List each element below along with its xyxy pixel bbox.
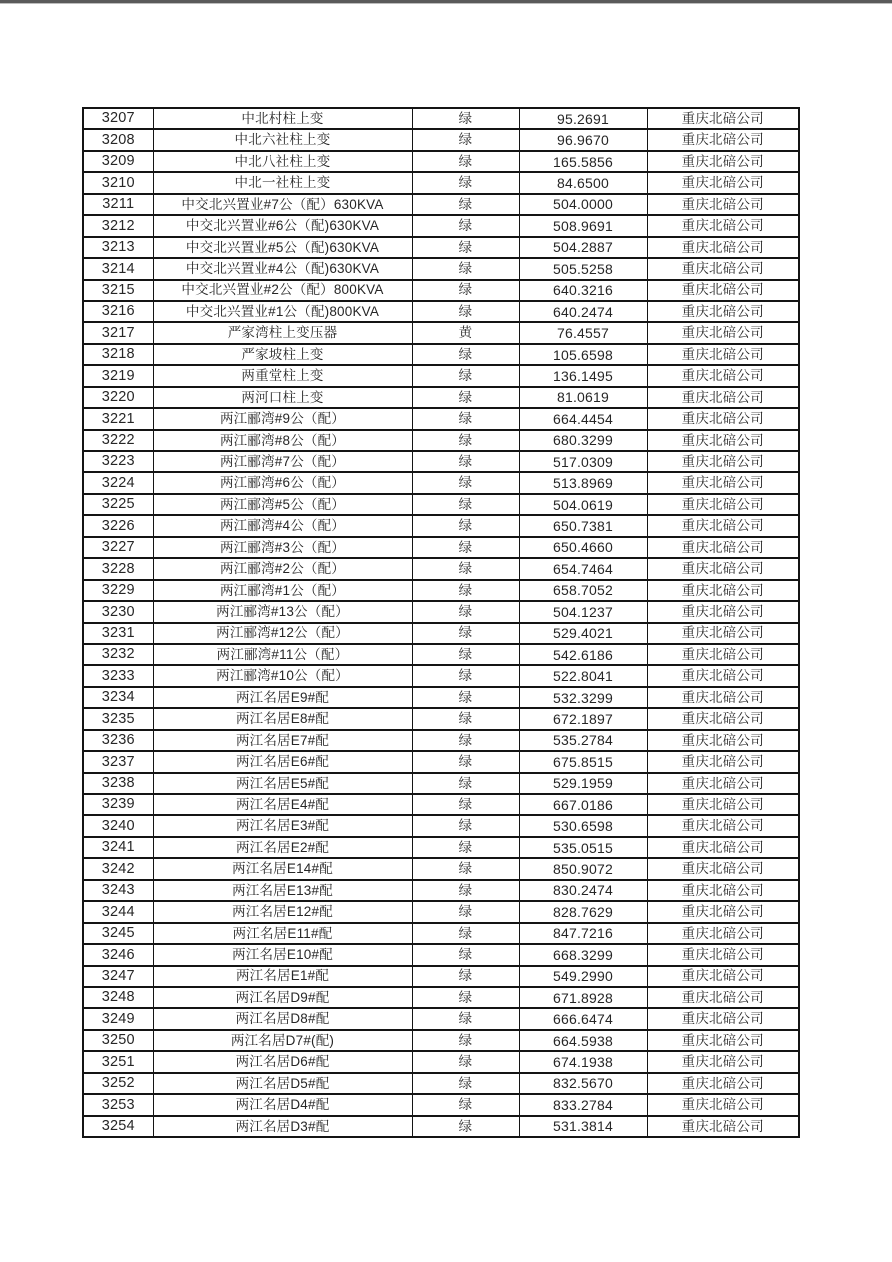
cell-id: 3248 bbox=[83, 987, 153, 1008]
cell-value: 531.3814 bbox=[519, 1116, 647, 1137]
cell-company: 重庆北碚公司 bbox=[647, 537, 799, 558]
cell-status: 绿 bbox=[412, 1094, 519, 1115]
cell-company: 重庆北碚公司 bbox=[647, 687, 799, 708]
cell-id: 3241 bbox=[83, 837, 153, 858]
cell-name: 中交北兴置业#6公（配)630KVA bbox=[153, 215, 412, 236]
cell-id: 3234 bbox=[83, 687, 153, 708]
table-row bbox=[83, 644, 799, 665]
cell-name: 两江名居E11#配 bbox=[153, 923, 412, 944]
cell-company: 重庆北碚公司 bbox=[647, 708, 799, 729]
cell-id: 3252 bbox=[83, 1073, 153, 1094]
cell-value: 136.1495 bbox=[519, 365, 647, 386]
cell-name: 中交北兴置业#5公（配)630KVA bbox=[153, 237, 412, 258]
table-row bbox=[83, 194, 799, 215]
cell-name: 两江名居E1#配 bbox=[153, 966, 412, 987]
cell-company: 重庆北碚公司 bbox=[647, 601, 799, 622]
table-row bbox=[83, 1030, 799, 1051]
cell-company: 重庆北碚公司 bbox=[647, 258, 799, 279]
cell-id: 3253 bbox=[83, 1094, 153, 1115]
cell-company: 重庆北碚公司 bbox=[647, 923, 799, 944]
table-row bbox=[83, 923, 799, 944]
cell-value: 504.2887 bbox=[519, 237, 647, 258]
cell-company: 重庆北碚公司 bbox=[647, 129, 799, 150]
cell-company: 重庆北碚公司 bbox=[647, 858, 799, 879]
cell-value: 76.4557 bbox=[519, 322, 647, 343]
cell-company: 重庆北碚公司 bbox=[647, 172, 799, 193]
cell-status: 绿 bbox=[412, 944, 519, 965]
cell-id: 3213 bbox=[83, 237, 153, 258]
table-row bbox=[83, 237, 799, 258]
cell-name: 两江郦湾#2公（配） bbox=[153, 558, 412, 579]
cell-id: 3219 bbox=[83, 365, 153, 386]
cell-value: 654.7464 bbox=[519, 558, 647, 579]
cell-value: 833.2784 bbox=[519, 1094, 647, 1115]
cell-name: 两江名居E4#配 bbox=[153, 794, 412, 815]
cell-company: 重庆北碚公司 bbox=[647, 365, 799, 386]
cell-name: 两江名居E6#配 bbox=[153, 751, 412, 772]
cell-value: 549.2990 bbox=[519, 966, 647, 987]
cell-id: 3246 bbox=[83, 944, 153, 965]
cell-id: 3211 bbox=[83, 194, 153, 215]
cell-id: 3233 bbox=[83, 665, 153, 686]
cell-value: 504.0619 bbox=[519, 494, 647, 515]
cell-id: 3226 bbox=[83, 515, 153, 536]
cell-company: 重庆北碚公司 bbox=[647, 1094, 799, 1115]
cell-name: 两河口柱上变 bbox=[153, 387, 412, 408]
cell-company: 重庆北碚公司 bbox=[647, 815, 799, 836]
cell-name: 严家湾柱上变压器 bbox=[153, 322, 412, 343]
cell-id: 3223 bbox=[83, 451, 153, 472]
cell-name: 中北村柱上变 bbox=[153, 108, 412, 129]
cell-value: 850.9072 bbox=[519, 858, 647, 879]
cell-value: 672.1897 bbox=[519, 708, 647, 729]
cell-name: 两江名居E13#配 bbox=[153, 880, 412, 901]
cell-status: 绿 bbox=[412, 901, 519, 922]
cell-name: 两江名居E8#配 bbox=[153, 708, 412, 729]
cell-status: 绿 bbox=[412, 1030, 519, 1051]
cell-company: 重庆北碚公司 bbox=[647, 1073, 799, 1094]
table-row bbox=[83, 108, 799, 129]
cell-status: 绿 bbox=[412, 1116, 519, 1137]
cell-id: 3242 bbox=[83, 858, 153, 879]
cell-value: 658.7052 bbox=[519, 580, 647, 601]
cell-company: 重庆北碚公司 bbox=[647, 966, 799, 987]
cell-name: 中北一社柱上变 bbox=[153, 172, 412, 193]
cell-id: 3229 bbox=[83, 580, 153, 601]
cell-value: 542.6186 bbox=[519, 644, 647, 665]
cell-id: 3240 bbox=[83, 815, 153, 836]
cell-id: 3245 bbox=[83, 923, 153, 944]
table-row bbox=[83, 322, 799, 343]
cell-name: 两江郦湾#4公（配） bbox=[153, 515, 412, 536]
cell-company: 重庆北碚公司 bbox=[647, 301, 799, 322]
cell-status: 绿 bbox=[412, 194, 519, 215]
cell-company: 重庆北碚公司 bbox=[647, 387, 799, 408]
cell-value: 830.2474 bbox=[519, 880, 647, 901]
cell-name: 两重堂柱上变 bbox=[153, 365, 412, 386]
cell-value: 828.7629 bbox=[519, 901, 647, 922]
cell-value: 671.8928 bbox=[519, 987, 647, 1008]
cell-value: 666.6474 bbox=[519, 1008, 647, 1029]
table-row bbox=[83, 665, 799, 686]
table-row bbox=[83, 472, 799, 493]
cell-status: 绿 bbox=[412, 794, 519, 815]
table-row bbox=[83, 1051, 799, 1072]
cell-status: 绿 bbox=[412, 344, 519, 365]
cell-status: 绿 bbox=[412, 365, 519, 386]
cell-name: 两江名居E2#配 bbox=[153, 837, 412, 858]
cell-name: 两江郦湾#10公（配） bbox=[153, 665, 412, 686]
cell-status: 绿 bbox=[412, 280, 519, 301]
cell-value: 105.6598 bbox=[519, 344, 647, 365]
cell-id: 3230 bbox=[83, 601, 153, 622]
cell-status: 绿 bbox=[412, 430, 519, 451]
table-row bbox=[83, 1073, 799, 1094]
cell-company: 重庆北碚公司 bbox=[647, 751, 799, 772]
cell-company: 重庆北碚公司 bbox=[647, 151, 799, 172]
cell-status: 绿 bbox=[412, 258, 519, 279]
cell-company: 重庆北碚公司 bbox=[647, 880, 799, 901]
cell-status: 绿 bbox=[412, 558, 519, 579]
table-row bbox=[83, 1116, 799, 1137]
cell-company: 重庆北碚公司 bbox=[647, 494, 799, 515]
cell-company: 重庆北碚公司 bbox=[647, 194, 799, 215]
cell-company: 重庆北碚公司 bbox=[647, 944, 799, 965]
table-row bbox=[83, 151, 799, 172]
cell-status: 绿 bbox=[412, 837, 519, 858]
cell-company: 重庆北碚公司 bbox=[647, 1008, 799, 1029]
table-row bbox=[83, 858, 799, 879]
cell-status: 绿 bbox=[412, 923, 519, 944]
cell-status: 绿 bbox=[412, 730, 519, 751]
table-row bbox=[83, 730, 799, 751]
cell-value: 650.7381 bbox=[519, 515, 647, 536]
cell-value: 529.4021 bbox=[519, 623, 647, 644]
cell-company: 重庆北碚公司 bbox=[647, 408, 799, 429]
table-row bbox=[83, 815, 799, 836]
cell-company: 重庆北碚公司 bbox=[647, 580, 799, 601]
cell-name: 两江郦湾#6公（配） bbox=[153, 472, 412, 493]
table-row bbox=[83, 558, 799, 579]
cell-id: 3238 bbox=[83, 773, 153, 794]
cell-id: 3235 bbox=[83, 708, 153, 729]
cell-name: 中交北兴置业#2公（配）800KVA bbox=[153, 280, 412, 301]
cell-status: 绿 bbox=[412, 1051, 519, 1072]
cell-company: 重庆北碚公司 bbox=[647, 451, 799, 472]
cell-value: 847.7216 bbox=[519, 923, 647, 944]
cell-status: 绿 bbox=[412, 1008, 519, 1029]
cell-value: 504.0000 bbox=[519, 194, 647, 215]
cell-name: 两江郦湾#7公（配） bbox=[153, 451, 412, 472]
cell-value: 664.5938 bbox=[519, 1030, 647, 1051]
cell-value: 668.3299 bbox=[519, 944, 647, 965]
table-row bbox=[83, 215, 799, 236]
cell-value: 84.6500 bbox=[519, 172, 647, 193]
cell-value: 650.4660 bbox=[519, 537, 647, 558]
cell-id: 3224 bbox=[83, 472, 153, 493]
table-row bbox=[83, 837, 799, 858]
cell-value: 832.5670 bbox=[519, 1073, 647, 1094]
cell-company: 重庆北碚公司 bbox=[647, 430, 799, 451]
cell-company: 重庆北碚公司 bbox=[647, 987, 799, 1008]
table-row bbox=[83, 301, 799, 322]
cell-company: 重庆北碚公司 bbox=[647, 558, 799, 579]
cell-company: 重庆北碚公司 bbox=[647, 237, 799, 258]
table-row bbox=[83, 901, 799, 922]
cell-value: 532.3299 bbox=[519, 687, 647, 708]
cell-status: 黄 bbox=[412, 322, 519, 343]
cell-value: 517.0309 bbox=[519, 451, 647, 472]
table-row bbox=[83, 280, 799, 301]
cell-company: 重庆北碚公司 bbox=[647, 344, 799, 365]
cell-company: 重庆北碚公司 bbox=[647, 515, 799, 536]
cell-value: 529.1959 bbox=[519, 773, 647, 794]
cell-status: 绿 bbox=[412, 237, 519, 258]
table-row bbox=[83, 365, 799, 386]
cell-status: 绿 bbox=[412, 708, 519, 729]
table-row bbox=[83, 430, 799, 451]
cell-company: 重庆北碚公司 bbox=[647, 280, 799, 301]
table-row bbox=[83, 494, 799, 515]
table-row bbox=[83, 451, 799, 472]
cell-status: 绿 bbox=[412, 172, 519, 193]
cell-status: 绿 bbox=[412, 751, 519, 772]
cell-status: 绿 bbox=[412, 108, 519, 129]
cell-status: 绿 bbox=[412, 687, 519, 708]
cell-value: 667.0186 bbox=[519, 794, 647, 815]
cell-status: 绿 bbox=[412, 580, 519, 601]
cell-company: 重庆北碚公司 bbox=[647, 837, 799, 858]
cell-company: 重庆北碚公司 bbox=[647, 108, 799, 129]
cell-value: 530.6598 bbox=[519, 815, 647, 836]
cell-company: 重庆北碚公司 bbox=[647, 901, 799, 922]
cell-status: 绿 bbox=[412, 644, 519, 665]
cell-name: 两江郦湾#1公（配） bbox=[153, 580, 412, 601]
cell-id: 3249 bbox=[83, 1008, 153, 1029]
cell-name: 中交北兴置业#7公（配）630KVA bbox=[153, 194, 412, 215]
cell-status: 绿 bbox=[412, 151, 519, 172]
cell-id: 3212 bbox=[83, 215, 153, 236]
table-row bbox=[83, 987, 799, 1008]
cell-company: 重庆北碚公司 bbox=[647, 215, 799, 236]
table-row bbox=[83, 580, 799, 601]
cell-company: 重庆北碚公司 bbox=[647, 623, 799, 644]
cell-status: 绿 bbox=[412, 451, 519, 472]
cell-name: 两江名居E14#配 bbox=[153, 858, 412, 879]
table-row bbox=[83, 687, 799, 708]
cell-value: 674.1938 bbox=[519, 1051, 647, 1072]
cell-name: 两江郦湾#8公（配） bbox=[153, 430, 412, 451]
table-row bbox=[83, 944, 799, 965]
table-row bbox=[83, 880, 799, 901]
table-row bbox=[83, 172, 799, 193]
cell-name: 两江名居E3#配 bbox=[153, 815, 412, 836]
cell-id: 3218 bbox=[83, 344, 153, 365]
cell-company: 重庆北碚公司 bbox=[647, 730, 799, 751]
cell-status: 绿 bbox=[412, 494, 519, 515]
cell-status: 绿 bbox=[412, 129, 519, 150]
cell-status: 绿 bbox=[412, 966, 519, 987]
table-row bbox=[83, 387, 799, 408]
table-row bbox=[83, 515, 799, 536]
cell-id: 3254 bbox=[83, 1116, 153, 1137]
cell-name: 两江名居E10#配 bbox=[153, 944, 412, 965]
cell-name: 两江名居D6#配 bbox=[153, 1051, 412, 1072]
cell-status: 绿 bbox=[412, 880, 519, 901]
cell-company: 重庆北碚公司 bbox=[647, 1030, 799, 1051]
cell-name: 中北六社柱上变 bbox=[153, 129, 412, 150]
table-row bbox=[83, 1008, 799, 1029]
cell-status: 绿 bbox=[412, 623, 519, 644]
cell-status: 绿 bbox=[412, 537, 519, 558]
cell-value: 640.3216 bbox=[519, 280, 647, 301]
cell-id: 3250 bbox=[83, 1030, 153, 1051]
cell-value: 95.2691 bbox=[519, 108, 647, 129]
table-row bbox=[83, 344, 799, 365]
data-table bbox=[82, 107, 800, 1138]
cell-id: 3215 bbox=[83, 280, 153, 301]
cell-id: 3237 bbox=[83, 751, 153, 772]
cell-status: 绿 bbox=[412, 515, 519, 536]
cell-id: 3232 bbox=[83, 644, 153, 665]
cell-company: 重庆北碚公司 bbox=[647, 644, 799, 665]
cell-id: 3251 bbox=[83, 1051, 153, 1072]
cell-status: 绿 bbox=[412, 215, 519, 236]
cell-name: 两江名居E9#配 bbox=[153, 687, 412, 708]
cell-id: 3239 bbox=[83, 794, 153, 815]
cell-value: 535.0515 bbox=[519, 837, 647, 858]
cell-name: 两江名居E12#配 bbox=[153, 901, 412, 922]
cell-id: 3216 bbox=[83, 301, 153, 322]
cell-name: 两江名居E7#配 bbox=[153, 730, 412, 751]
cell-id: 3231 bbox=[83, 623, 153, 644]
cell-company: 重庆北碚公司 bbox=[647, 472, 799, 493]
cell-status: 绿 bbox=[412, 301, 519, 322]
cell-id: 3247 bbox=[83, 966, 153, 987]
table-row bbox=[83, 623, 799, 644]
cell-id: 3227 bbox=[83, 537, 153, 558]
cell-value: 680.3299 bbox=[519, 430, 647, 451]
table-row bbox=[83, 751, 799, 772]
cell-id: 3208 bbox=[83, 129, 153, 150]
window-top-edge bbox=[0, 0, 892, 4]
cell-status: 绿 bbox=[412, 987, 519, 1008]
cell-value: 535.2784 bbox=[519, 730, 647, 751]
table-row bbox=[83, 408, 799, 429]
cell-value: 508.9691 bbox=[519, 215, 647, 236]
cell-name: 两江名居E5#配 bbox=[153, 773, 412, 794]
cell-name: 两江郦湾#12公（配） bbox=[153, 623, 412, 644]
cell-name: 两江名居D9#配 bbox=[153, 987, 412, 1008]
cell-status: 绿 bbox=[412, 472, 519, 493]
cell-value: 165.5856 bbox=[519, 151, 647, 172]
cell-name: 两江名居D4#配 bbox=[153, 1094, 412, 1115]
cell-company: 重庆北碚公司 bbox=[647, 794, 799, 815]
cell-name: 两江名居D8#配 bbox=[153, 1008, 412, 1029]
cell-status: 绿 bbox=[412, 1073, 519, 1094]
cell-id: 3207 bbox=[83, 108, 153, 129]
cell-name: 两江郦湾#11公（配） bbox=[153, 644, 412, 665]
cell-company: 重庆北碚公司 bbox=[647, 1116, 799, 1137]
cell-id: 3222 bbox=[83, 430, 153, 451]
cell-id: 3221 bbox=[83, 408, 153, 429]
cell-status: 绿 bbox=[412, 408, 519, 429]
cell-name: 严家坡柱上变 bbox=[153, 344, 412, 365]
cell-id: 3210 bbox=[83, 172, 153, 193]
cell-value: 664.4454 bbox=[519, 408, 647, 429]
cell-status: 绿 bbox=[412, 601, 519, 622]
cell-value: 675.8515 bbox=[519, 751, 647, 772]
cell-name: 两江郦湾#13公（配） bbox=[153, 601, 412, 622]
cell-id: 3214 bbox=[83, 258, 153, 279]
cell-id: 3236 bbox=[83, 730, 153, 751]
cell-value: 505.5258 bbox=[519, 258, 647, 279]
cell-status: 绿 bbox=[412, 858, 519, 879]
cell-id: 3217 bbox=[83, 322, 153, 343]
table-row bbox=[83, 258, 799, 279]
cell-name: 两江名居D3#配 bbox=[153, 1116, 412, 1137]
table-row bbox=[83, 1094, 799, 1115]
cell-company: 重庆北碚公司 bbox=[647, 773, 799, 794]
cell-name: 中交北兴置业#1公（配)800KVA bbox=[153, 301, 412, 322]
table-row bbox=[83, 773, 799, 794]
cell-name: 中交北兴置业#4公（配)630KVA bbox=[153, 258, 412, 279]
cell-name: 两江名居D7#(配) bbox=[153, 1030, 412, 1051]
table-row bbox=[83, 601, 799, 622]
table-row bbox=[83, 794, 799, 815]
cell-company: 重庆北碚公司 bbox=[647, 665, 799, 686]
table-row bbox=[83, 708, 799, 729]
cell-name: 两江郦湾#9公（配） bbox=[153, 408, 412, 429]
cell-value: 81.0619 bbox=[519, 387, 647, 408]
cell-name: 两江郦湾#5公（配） bbox=[153, 494, 412, 515]
cell-company: 重庆北碚公司 bbox=[647, 1051, 799, 1072]
cell-name: 中北八社柱上变 bbox=[153, 151, 412, 172]
cell-value: 513.8969 bbox=[519, 472, 647, 493]
cell-name: 两江郦湾#3公（配） bbox=[153, 537, 412, 558]
cell-value: 640.2474 bbox=[519, 301, 647, 322]
cell-status: 绿 bbox=[412, 387, 519, 408]
cell-value: 522.8041 bbox=[519, 665, 647, 686]
cell-company: 重庆北碚公司 bbox=[647, 322, 799, 343]
table-row bbox=[83, 966, 799, 987]
cell-status: 绿 bbox=[412, 773, 519, 794]
cell-value: 96.9670 bbox=[519, 129, 647, 150]
cell-id: 3225 bbox=[83, 494, 153, 515]
cell-id: 3244 bbox=[83, 901, 153, 922]
cell-status: 绿 bbox=[412, 665, 519, 686]
table-row bbox=[83, 129, 799, 150]
table-row bbox=[83, 537, 799, 558]
cell-id: 3243 bbox=[83, 880, 153, 901]
cell-status: 绿 bbox=[412, 815, 519, 836]
cell-value: 504.1237 bbox=[519, 601, 647, 622]
cell-name: 两江名居D5#配 bbox=[153, 1073, 412, 1094]
cell-id: 3220 bbox=[83, 387, 153, 408]
cell-id: 3209 bbox=[83, 151, 153, 172]
cell-id: 3228 bbox=[83, 558, 153, 579]
table-body bbox=[83, 108, 799, 1137]
